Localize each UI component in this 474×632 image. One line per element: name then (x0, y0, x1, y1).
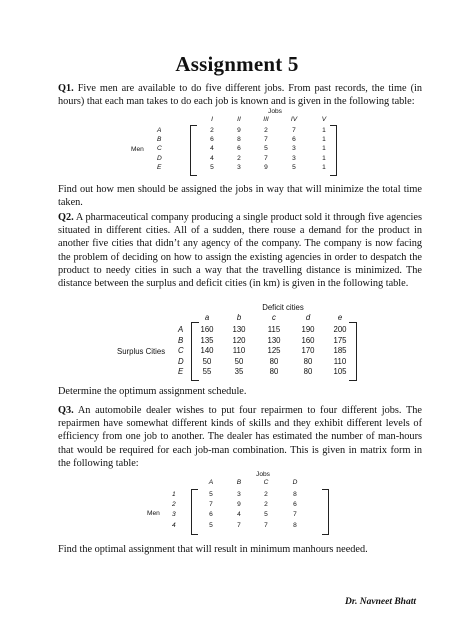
q1-table-cell: 2 (237, 154, 241, 162)
page-title: Assignment 5 (175, 52, 299, 76)
q1-col-title: Jobs (268, 108, 282, 115)
q3-bracket-left (191, 489, 198, 535)
q3-row-label: 3 (172, 511, 176, 519)
q3-after-text: Find the optimal assignment that will result in minimum manhours needed. (58, 544, 368, 555)
q3-table-cell: 9 (237, 501, 241, 509)
q3-col-header: B (236, 479, 242, 486)
q2-row-label: A (178, 325, 184, 334)
q3-row-label: 4 (172, 521, 176, 529)
q1-table-cell: 1 (322, 136, 326, 144)
q3-row-label: 2 (172, 501, 176, 509)
q1-col-header: I (211, 116, 213, 123)
q1-table-cell: 6 (292, 136, 296, 144)
q2-table-cell: 35 (234, 367, 244, 377)
q2-row-label: C (178, 346, 184, 356)
q2-row-label: B (178, 335, 184, 345)
q3-bracket-right (322, 489, 329, 535)
q2-col-header: b (236, 313, 242, 322)
q3-table-cell: 4 (237, 511, 241, 519)
q3-label: Q3. (58, 405, 74, 416)
q1-bracket-left (190, 125, 197, 176)
q2-col-header: d (305, 313, 311, 322)
q1-table-cell: 9 (264, 163, 268, 171)
q1-table-cell: 2 (210, 127, 214, 134)
q1-table-cell: 1 (322, 127, 326, 134)
q3-table-cell: 6 (293, 501, 297, 509)
q3-row-title: Men (147, 510, 160, 517)
q2-table-cell: 130 (267, 335, 281, 345)
q2-table-cell: 130 (232, 325, 246, 334)
q1-table-cell: 6 (210, 136, 214, 144)
q2-col-header: e (337, 313, 343, 322)
q1-table-cell: 7 (264, 136, 268, 144)
q2-table-cell: 105 (333, 367, 347, 377)
q2-col-title: Deficit cities (262, 303, 304, 312)
q1-table-cell: 9 (237, 127, 241, 134)
q2-table-cell: 80 (303, 356, 313, 366)
q2-table-cell: 140 (200, 346, 214, 356)
q1-table-cell: 2 (264, 127, 268, 134)
q1-label: Q1. (58, 83, 74, 94)
q1-table-cell: 3 (237, 163, 241, 171)
q2-table-cell: 160 (301, 335, 315, 345)
q3-col-title: Jobs (256, 471, 270, 478)
q2-table-cell: 120 (232, 335, 246, 345)
q3-col-header: A (208, 479, 214, 486)
q2-label: Q2. (58, 212, 74, 223)
q1-table-cell: 7 (292, 127, 296, 134)
q2-after-text: Determine the optimum assignment schedule. (58, 386, 247, 397)
q1-table-cell: 3 (292, 145, 296, 153)
q3-table-cell: 5 (264, 511, 268, 519)
q1-row-label: C (157, 145, 162, 153)
q3-table-cell: 5 (209, 491, 213, 498)
q1-row-label: D (157, 154, 162, 162)
q2-table-cell: 115 (267, 325, 281, 334)
q1-table-cell: 5 (210, 163, 214, 171)
q1-table-cell: 4 (210, 145, 214, 153)
q3-table-cell: 7 (209, 501, 213, 509)
q2-table-cell: 80 (269, 356, 279, 366)
q3-table-cell: 7 (293, 511, 297, 519)
q3-table-cell: 7 (237, 521, 241, 529)
q3-table-cell: 2 (264, 491, 268, 498)
q3-table-cell: 8 (293, 521, 297, 529)
q1-col-header: IV (290, 116, 298, 123)
q1-col-header: V (321, 116, 327, 123)
q2-table-cell: 175 (333, 335, 347, 345)
q1-table-cell: 4 (210, 154, 214, 162)
q1-col-header: II (237, 116, 241, 123)
q3-row-label: 1 (172, 491, 176, 498)
q2-table-cell: 55 (202, 367, 212, 377)
q3-paragraph (58, 404, 422, 470)
q2-row-label: D (178, 356, 184, 366)
q3-col-header: C (263, 479, 269, 486)
q2-table-cell: 110 (333, 356, 347, 366)
q1-text: Five men are available to do five different jobs. From past records, the time (in hours) that each man takes to do each job is known and is given in the following table: (58, 83, 423, 108)
q1-after-text: Find out how men should be assigned the jobs in way that will minimize the total time taken. (58, 184, 422, 209)
q2-table-cell: 190 (301, 325, 315, 334)
q1-table-cell: 8 (237, 136, 241, 144)
q2-table-cell: 125 (267, 346, 281, 356)
q2-row-title: Surplus Cities (117, 347, 166, 356)
q1-paragraph (58, 82, 422, 108)
q2-table-cell: 135 (200, 335, 214, 345)
q2-row-label: E (178, 367, 184, 377)
q3-table-cell: 3 (237, 491, 241, 498)
q2-col-header: c (272, 313, 276, 322)
q1-table-cell: 1 (322, 154, 326, 162)
q1-table-cell: 1 (322, 163, 326, 171)
q2-table-cell: 110 (232, 346, 246, 356)
q2-table-cell: 80 (269, 367, 279, 377)
q1-col-header: III (263, 116, 269, 123)
q2-text: A pharmaceutical company producing a single product sold it through five agencies situated in different cities. All of a sudden, there rouse a demand for the product in another five cities that didn’t any agency of the company. The company is now facing the problem of deciding on how to assign the existing agencies in order to despatch the product to needy cities in such a way that the travelling distance is minimized. The distance between the surplus and deficit cities (in km) is given in the following table. (58, 212, 422, 290)
q1-row-label: E (157, 163, 162, 171)
q1-table-cell: 5 (292, 163, 296, 171)
q2-table-cell: 160 (200, 325, 214, 334)
q2-table-cell: 50 (234, 356, 244, 366)
q3-table-cell: 5 (209, 521, 213, 529)
q3-table-cell: 7 (264, 521, 268, 529)
q3-table-cell: 2 (264, 501, 268, 509)
author-footer: Dr. Navneet Bhatt (345, 597, 416, 607)
q1-table-cell: 1 (322, 145, 326, 153)
q3-col-header: D (292, 479, 298, 486)
q3-table-cell: 8 (293, 491, 297, 498)
q2-table-cell: 200 (333, 325, 347, 334)
q1-table-cell: 3 (292, 154, 296, 162)
q2-paragraph (58, 211, 422, 290)
q1-table-cell: 5 (264, 145, 268, 153)
q1-table-cell: 7 (264, 154, 268, 162)
q2-table-cell: 80 (303, 367, 313, 377)
q2-table-cell: 170 (301, 346, 315, 356)
q3-text: An automobile dealer wishes to put four repairmen to four different jobs. The repairmen have somewhat different kinds of skills and they exhibit different levels of efficiency from one job to another. The dealer has estimated the number of man-hours that would be required for each job-man combination. This is given in matrix form in the following table: (58, 405, 422, 469)
q1-table-cell: 6 (237, 145, 241, 153)
q2-table-cell: 50 (202, 356, 212, 366)
q1-row-title: Men (131, 146, 144, 153)
q3-table-cell: 6 (209, 511, 213, 519)
q2-table-cell: 185 (333, 346, 347, 356)
q1-row-label: A (157, 127, 162, 134)
q2-col-header: a (204, 313, 210, 322)
q1-row-label: B (157, 136, 162, 144)
